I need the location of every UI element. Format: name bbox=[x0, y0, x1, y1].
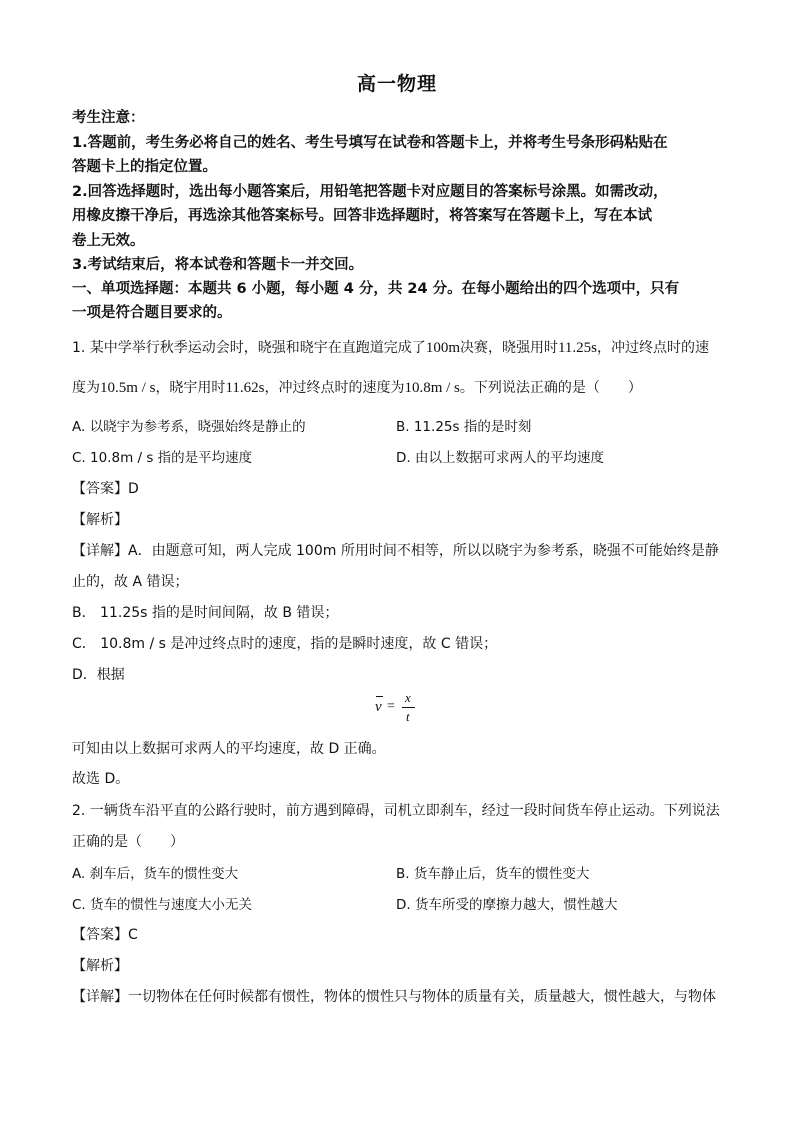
notice-line-1b: 答题卡上的指定位置。 bbox=[72, 159, 217, 175]
q1-detail-line-6: 可知由以上数据可求两人的平均速度，故 D 正确。 bbox=[72, 741, 386, 757]
fraction-bar bbox=[402, 707, 415, 708]
q2-option-b: B. 货车静止后，货车的惯性变大 bbox=[396, 866, 590, 882]
q1-detail-line-7: 故选 D。 bbox=[72, 771, 130, 787]
notice-line-2a: 2.回答选择题时，选出每小题答案后，用铅笔把答题卡对应题目的答案标号涂黑。如需改动， bbox=[72, 184, 668, 200]
q1-analysis-label: 【解析】 bbox=[72, 512, 128, 528]
q1-detail-line-2: 止的，故 A 错误； bbox=[72, 574, 189, 590]
formula-v: v bbox=[375, 699, 382, 715]
q1-detail-line-5: D．根据 bbox=[72, 667, 125, 683]
notice-line-1a: 1.答题前，考生务必将自己的姓名、考生号填写在试卷和答题卡上，并将考生号条形码粘贴在 bbox=[72, 135, 668, 151]
q1-stem-line-1: 1. 某中学举行秋季运动会时，晓强和晓宇在直跑道完成了100m决赛，晓强用时11.25s，冲过终点时的速 bbox=[72, 340, 710, 356]
notice-line-2c: 卷上无效。 bbox=[72, 233, 145, 249]
q2-option-d: D. 货车所受的摩擦力越大，惯性越大 bbox=[396, 897, 618, 913]
v-overbar bbox=[376, 696, 383, 697]
formula-equals: = bbox=[387, 699, 395, 714]
q1-detail-line-1: 【详解】A．由题意可知，两人完成 100m 所用时间不相等，所以以晓宇为参考系，晓强不可能始终是静 bbox=[72, 543, 719, 559]
section-heading-b: 一项是符合题目要求的。 bbox=[72, 305, 232, 321]
average-velocity-formula bbox=[375, 690, 419, 730]
q2-option-a: A. 刹车后，货车的惯性变大 bbox=[72, 866, 239, 882]
q1-stem-line-2: 度为10.5m / s，晓宇用时11.62s，冲过终点时的速度为10.8m / s。下列说法正确的是（ ） bbox=[72, 380, 642, 396]
q1-answer: 【答案】D bbox=[72, 481, 139, 497]
q2-stem-line-2: 正确的是（ ） bbox=[72, 834, 184, 850]
notice-line-3: 3.考试结束后，将本试卷和答题卡一并交回。 bbox=[72, 257, 364, 273]
q1-option-c: C. 10.8m / s 指的是平均速度 bbox=[72, 450, 253, 466]
formula-numerator: x bbox=[405, 690, 411, 705]
q2-answer: 【答案】C bbox=[72, 927, 138, 943]
q1-option-d: D. 由以上数据可求两人的平均速度 bbox=[396, 450, 604, 466]
q1-option-a: A. 以晓宇为参考系，晓强始终是静止的 bbox=[72, 419, 306, 435]
formula-denominator: t bbox=[406, 709, 410, 724]
q1-detail-line-4: C． 10.8m / s 是冲过终点时的速度，指的是瞬时速度，故 C 错误； bbox=[72, 636, 498, 652]
q2-option-c: C. 货车的惯性与速度大小无关 bbox=[72, 897, 253, 913]
q2-detail-line-1: 【详解】一切物体在任何时候都有惯性，物体的惯性只与物体的质量有关，质量越大，惯性越大，与物体 bbox=[72, 989, 716, 1005]
notice-heading: 考生注意： bbox=[72, 110, 145, 126]
q1-detail-line-3: B． 11.25s 指的是时间间隔，故 B 错误； bbox=[72, 605, 339, 621]
q1-option-b: B. 11.25s 指的是时刻 bbox=[396, 419, 532, 435]
q2-stem-line-1: 2. 一辆货车沿平直的公路行驶时，前方遇到障碍，司机立即刹车，经过一段时间货车停止运动。下列说法 bbox=[72, 803, 720, 819]
q2-analysis-label: 【解析】 bbox=[72, 958, 128, 974]
section-heading-a: 一、单项选择题：本题共 6 小题，每小题 4 分，共 24 分。在每小题给出的四个选项中，只有 bbox=[72, 281, 680, 297]
notice-line-2b: 用橡皮擦干净后，再选涂其他答案标号。回答非选择题时，将答案写在答题卡上，写在本试 bbox=[72, 208, 652, 224]
page-title: 高一物理 bbox=[356, 73, 437, 95]
